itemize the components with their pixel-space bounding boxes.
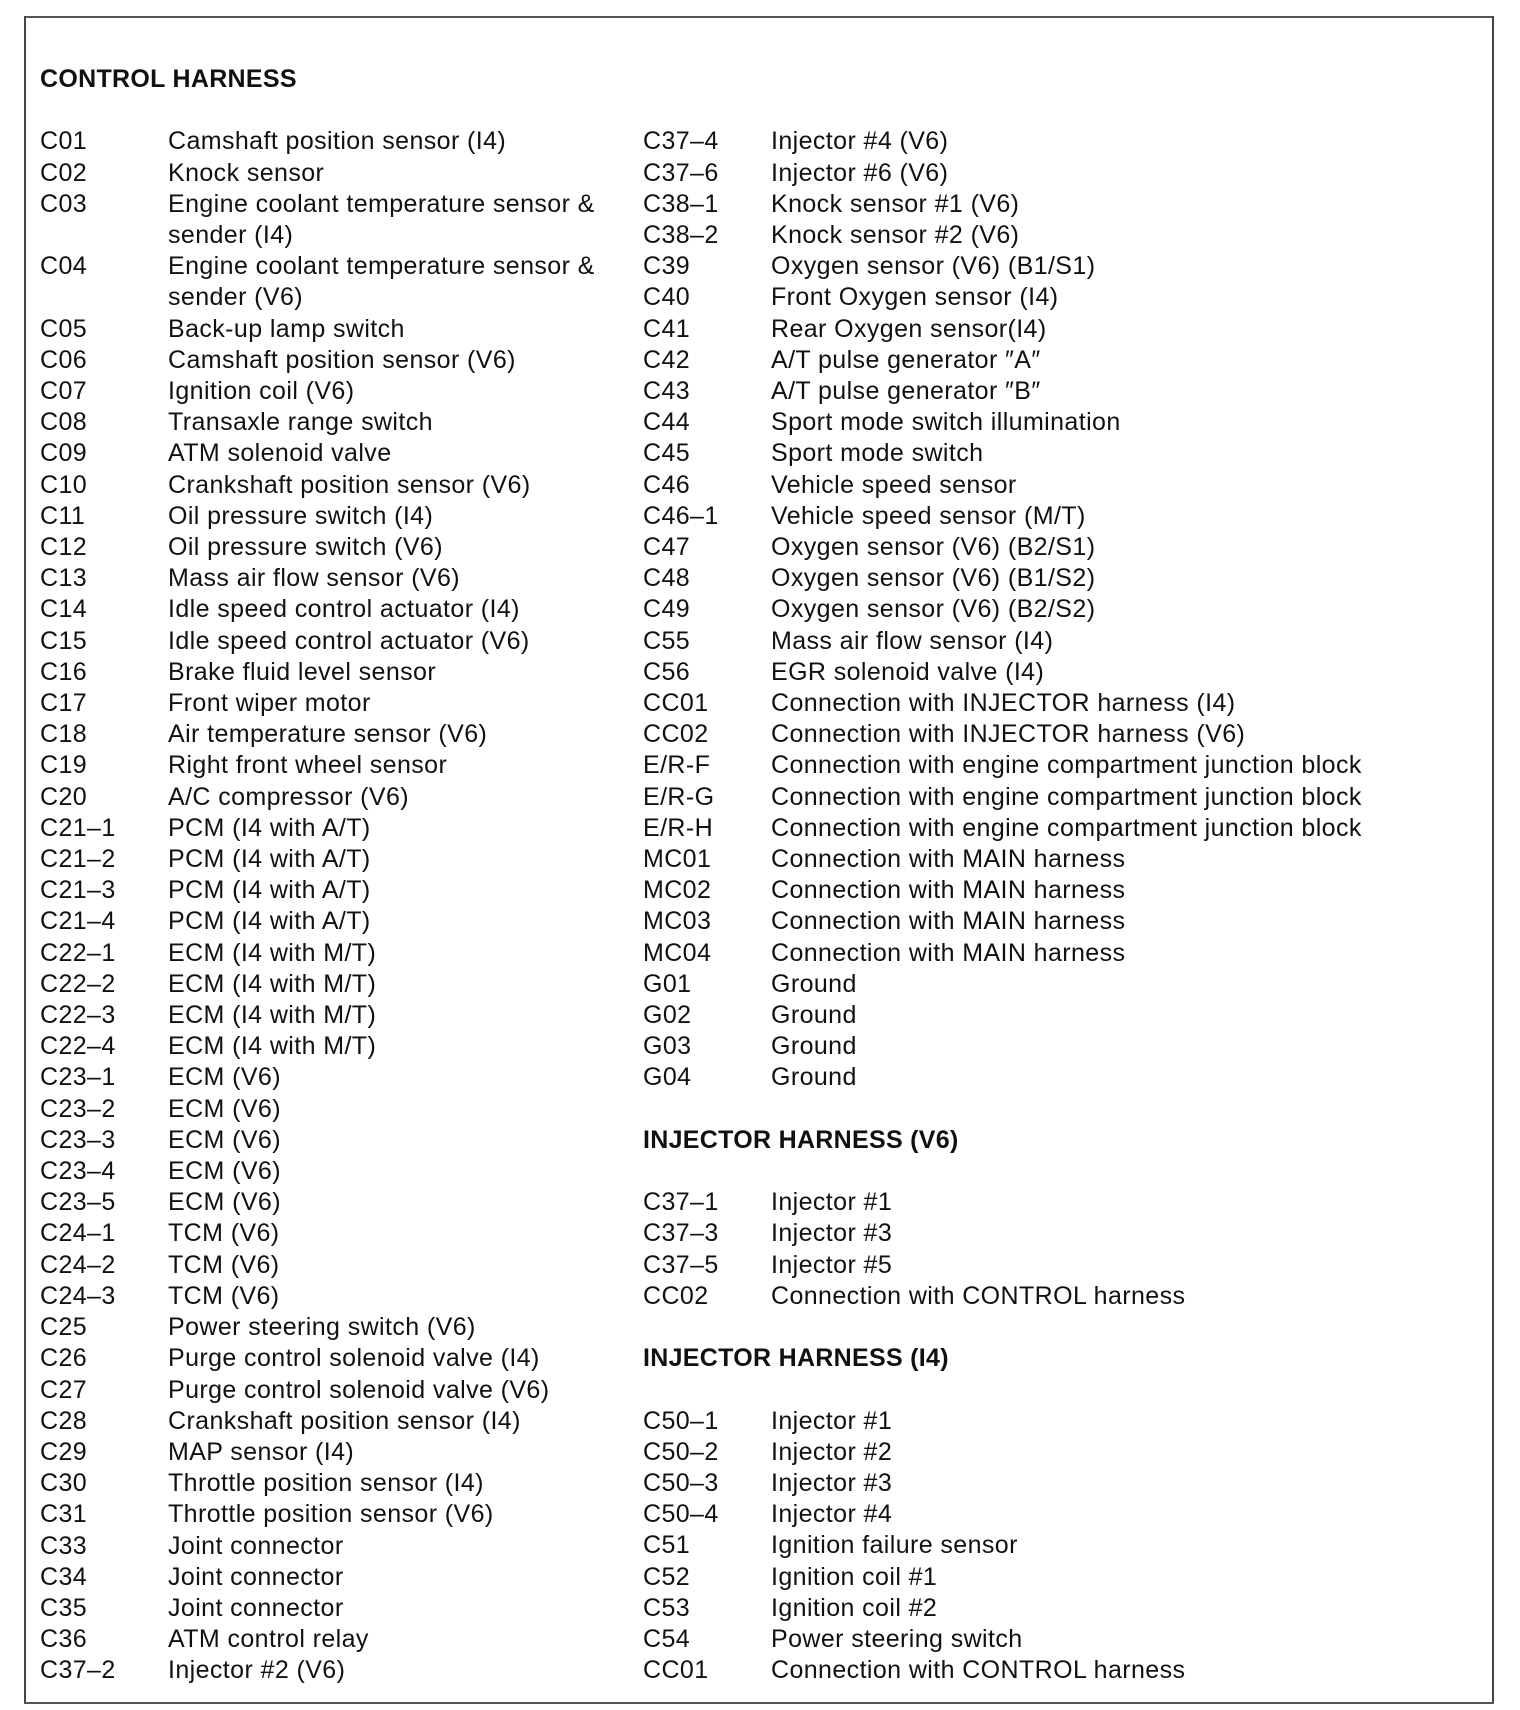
connector-row bbox=[40, 594, 630, 625]
connector-description: Camshaft position sensor (V6) bbox=[168, 345, 516, 374]
connector-row bbox=[643, 938, 1443, 969]
connector-code: C24–1 bbox=[40, 1219, 116, 1248]
connector-code: C26 bbox=[40, 1344, 88, 1373]
connector-description: Injector #4 bbox=[771, 1500, 893, 1529]
connector-code: C23–4 bbox=[40, 1157, 116, 1186]
connector-description: Connection with engine compartment junction block bbox=[771, 751, 1362, 780]
connector-code: C31 bbox=[40, 1500, 88, 1529]
connector-row bbox=[40, 657, 630, 688]
connector-description: ECM (V6) bbox=[168, 1188, 281, 1217]
connector-row bbox=[40, 750, 630, 781]
connector-row bbox=[40, 938, 630, 969]
connector-row bbox=[40, 1250, 630, 1281]
connector-description: TCM (V6) bbox=[168, 1219, 280, 1248]
connector-description: Oxygen sensor (V6) (B2/S1) bbox=[771, 533, 1096, 562]
connector-code: C43 bbox=[643, 377, 691, 405]
connector-description: Injector #5 bbox=[771, 1250, 893, 1279]
connector-description: Crankshaft position sensor (I4) bbox=[168, 1406, 521, 1435]
connector-description: EGR solenoid valve (I4) bbox=[771, 657, 1045, 686]
connector-code: C30 bbox=[40, 1469, 88, 1498]
connector-code: C37–2 bbox=[40, 1656, 116, 1685]
connector-row bbox=[40, 906, 630, 937]
connector-code: C33 bbox=[40, 1531, 88, 1560]
connector-code: C46 bbox=[643, 470, 691, 499]
connector-code: C38–1 bbox=[643, 189, 719, 218]
connector-description: Oxygen sensor (V6) (B1/S2) bbox=[771, 564, 1096, 593]
connector-row bbox=[40, 126, 630, 157]
connector-code: G03 bbox=[643, 1032, 692, 1061]
connector-code: C28 bbox=[40, 1406, 88, 1435]
bottom-rule bbox=[24, 1702, 1494, 1704]
connector-row bbox=[40, 1655, 630, 1686]
connector-row bbox=[40, 1499, 630, 1530]
connector-row bbox=[643, 126, 1443, 157]
connector-code: C44 bbox=[643, 408, 691, 437]
connector-row bbox=[40, 1624, 630, 1655]
connector-row bbox=[40, 719, 630, 750]
injector-harness-v6-list bbox=[643, 1187, 1443, 1312]
connector-row bbox=[40, 1281, 630, 1312]
right-top-spacer-2 bbox=[643, 95, 1443, 126]
connector-description: Throttle position sensor (I4) bbox=[168, 1469, 484, 1498]
connector-description: Connection with INJECTOR harness (I4) bbox=[771, 689, 1236, 718]
connector-row bbox=[643, 407, 1443, 438]
connector-description: PCM (I4 with A/T) bbox=[168, 845, 371, 874]
connector-description: TCM (V6) bbox=[168, 1250, 280, 1279]
connector-row bbox=[643, 719, 1443, 750]
connector-code: C22–2 bbox=[40, 969, 116, 998]
connector-description: Sport mode switch illumination bbox=[771, 408, 1121, 437]
connector-description: Oxygen sensor (V6) (B2/S2) bbox=[771, 595, 1096, 624]
connector-row bbox=[40, 345, 630, 376]
connector-row bbox=[643, 875, 1443, 906]
connector-row bbox=[40, 532, 630, 563]
connector-code: C09 bbox=[40, 439, 88, 468]
connector-code: C01 bbox=[40, 127, 88, 156]
connector-description: TCM (V6) bbox=[168, 1281, 280, 1310]
connector-code: C37–5 bbox=[643, 1250, 719, 1279]
connector-code: C04 bbox=[40, 252, 88, 281]
right-column bbox=[643, 64, 1443, 1686]
connector-code: C03 bbox=[40, 189, 88, 218]
connector-code: C25 bbox=[40, 1313, 88, 1342]
connector-row bbox=[643, 189, 1443, 220]
connector-row bbox=[40, 189, 630, 251]
control-harness-title: CONTROL HARNESS bbox=[40, 65, 297, 93]
connector-row bbox=[40, 1218, 630, 1249]
connector-code: CC01 bbox=[643, 689, 709, 718]
connector-row bbox=[40, 844, 630, 875]
connector-description: Ground bbox=[771, 1063, 857, 1092]
connector-description: A/T pulse generator ″B″ bbox=[771, 377, 1041, 405]
connector-code: C50–1 bbox=[643, 1406, 719, 1435]
connector-code: C16 bbox=[40, 657, 88, 686]
connector-code: C21–3 bbox=[40, 876, 116, 905]
connector-code: C18 bbox=[40, 720, 88, 749]
connector-row bbox=[643, 1468, 1443, 1499]
connector-row bbox=[643, 969, 1443, 1000]
connector-code: C37–1 bbox=[643, 1188, 719, 1217]
connector-description: Joint connector bbox=[168, 1593, 344, 1622]
connector-row bbox=[40, 813, 630, 844]
connector-code: C08 bbox=[40, 408, 88, 437]
connector-code: E/R-G bbox=[643, 782, 715, 811]
connector-row bbox=[643, 906, 1443, 937]
connector-code: C21–2 bbox=[40, 845, 116, 874]
connector-row bbox=[40, 1062, 630, 1093]
connector-description: Engine coolant temperature sensor & sender (I4) bbox=[168, 189, 595, 249]
connector-description: Sport mode switch bbox=[771, 439, 984, 468]
connector-row bbox=[40, 1593, 630, 1624]
title-spacer bbox=[643, 1156, 1443, 1187]
connector-row bbox=[40, 314, 630, 345]
connector-row bbox=[643, 501, 1443, 532]
connector-row bbox=[40, 1437, 630, 1468]
connector-row bbox=[40, 1375, 630, 1406]
control-harness-list-left bbox=[40, 126, 630, 1686]
connector-code: C20 bbox=[40, 782, 88, 811]
connector-row bbox=[40, 501, 630, 532]
connector-description: ECM (I4 with M/T) bbox=[168, 1032, 377, 1061]
connector-description: Power steering switch bbox=[771, 1625, 1023, 1654]
connector-row bbox=[643, 1562, 1443, 1593]
connector-row bbox=[40, 470, 630, 501]
connector-description: Air temperature sensor (V6) bbox=[168, 720, 488, 749]
connector-description: ATM solenoid valve bbox=[168, 439, 392, 468]
connector-row bbox=[643, 532, 1443, 563]
connector-row bbox=[643, 1218, 1443, 1249]
connector-row bbox=[643, 1437, 1443, 1468]
connector-description: Power steering switch (V6) bbox=[168, 1313, 476, 1342]
connector-description: Connection with INJECTOR harness (V6) bbox=[771, 720, 1246, 749]
connector-code: C52 bbox=[643, 1562, 691, 1591]
connector-description: Engine coolant temperature sensor & sender (V6) bbox=[168, 252, 595, 312]
connector-row bbox=[40, 563, 630, 594]
connector-description: Connection with MAIN harness bbox=[771, 907, 1126, 936]
connector-row bbox=[643, 1593, 1443, 1624]
connector-code: MC02 bbox=[643, 876, 712, 905]
control-harness-list-right bbox=[643, 126, 1443, 1093]
connector-code: C21–1 bbox=[40, 813, 116, 842]
connector-description: ECM (V6) bbox=[168, 1157, 281, 1186]
connector-row bbox=[643, 158, 1443, 189]
connector-description: PCM (I4 with A/T) bbox=[168, 813, 371, 842]
connector-description: Back-up lamp switch bbox=[168, 314, 405, 343]
connector-row bbox=[40, 1094, 630, 1125]
connector-description: ECM (V6) bbox=[168, 1125, 281, 1154]
connector-code: C14 bbox=[40, 595, 88, 624]
connector-description: Injector #1 bbox=[771, 1406, 893, 1435]
connector-row bbox=[40, 407, 630, 438]
title-spacer bbox=[40, 95, 630, 126]
connector-description: Mass air flow sensor (I4) bbox=[771, 626, 1054, 655]
connector-row bbox=[643, 1031, 1443, 1062]
title-spacer bbox=[643, 1374, 1443, 1405]
connector-code: C22–4 bbox=[40, 1032, 116, 1061]
connector-description: ECM (V6) bbox=[168, 1063, 281, 1092]
connector-row bbox=[643, 750, 1443, 781]
connector-description: Purge control solenoid valve (I4) bbox=[168, 1344, 540, 1373]
connector-code: C37–6 bbox=[643, 158, 719, 187]
connector-description: Knock sensor #2 (V6) bbox=[771, 220, 1020, 249]
connector-row bbox=[643, 1000, 1443, 1031]
connector-description: Injector #4 (V6) bbox=[771, 127, 949, 156]
connector-description: Front Oxygen sensor (I4) bbox=[771, 283, 1059, 312]
connector-description: ECM (I4 with M/T) bbox=[168, 969, 377, 998]
connector-row bbox=[40, 875, 630, 906]
connector-description: Connection with MAIN harness bbox=[771, 845, 1126, 874]
connector-code: CC01 bbox=[643, 1656, 709, 1685]
connector-description: Idle speed control actuator (I4) bbox=[168, 595, 520, 624]
connector-row bbox=[643, 1187, 1443, 1218]
right-top-spacer bbox=[643, 64, 1443, 95]
connector-description: Injector #3 bbox=[771, 1469, 893, 1498]
connector-code: C22–3 bbox=[40, 1001, 116, 1030]
connector-code: E/R-F bbox=[643, 751, 711, 780]
connector-row bbox=[40, 251, 630, 313]
connector-code: CC02 bbox=[643, 720, 709, 749]
connector-description: Knock sensor bbox=[168, 158, 325, 187]
connector-row bbox=[643, 657, 1443, 688]
connector-description: Transaxle range switch bbox=[168, 408, 433, 437]
connector-description: Connection with MAIN harness bbox=[771, 938, 1126, 967]
connector-description: Ground bbox=[771, 1001, 857, 1030]
connector-code: C39 bbox=[643, 252, 691, 281]
connector-description: Ignition coil #1 bbox=[771, 1562, 938, 1591]
connector-description: Mass air flow sensor (V6) bbox=[168, 564, 461, 593]
connector-code: MC03 bbox=[643, 907, 712, 936]
connector-code: CC02 bbox=[643, 1281, 709, 1310]
connector-code: C50–3 bbox=[643, 1469, 719, 1498]
connector-description: Joint connector bbox=[168, 1531, 344, 1560]
connector-code: C46–1 bbox=[643, 501, 719, 530]
connector-row bbox=[40, 1312, 630, 1343]
connector-code: C49 bbox=[643, 595, 691, 624]
connector-row bbox=[643, 314, 1443, 345]
connector-code: C50–2 bbox=[643, 1437, 719, 1466]
connector-description: Ignition failure sensor bbox=[771, 1531, 1018, 1560]
connector-row bbox=[643, 345, 1443, 376]
connector-description: Connection with CONTROL harness bbox=[771, 1656, 1186, 1685]
connector-description: PCM (I4 with A/T) bbox=[168, 907, 371, 936]
connector-description: Brake fluid level sensor bbox=[168, 657, 437, 686]
connector-row bbox=[40, 1531, 630, 1562]
connector-row bbox=[40, 1343, 630, 1374]
connector-description: Ground bbox=[771, 1032, 857, 1061]
connector-code: C24–3 bbox=[40, 1281, 116, 1310]
connector-row bbox=[643, 782, 1443, 813]
connector-row bbox=[40, 969, 630, 1000]
connector-row bbox=[643, 844, 1443, 875]
connector-description: A/T pulse generator ″A″ bbox=[771, 345, 1041, 374]
connector-row bbox=[643, 688, 1443, 719]
connector-row bbox=[643, 813, 1443, 844]
connector-description: Ignition coil (V6) bbox=[168, 377, 355, 405]
connector-description: Idle speed control actuator (V6) bbox=[168, 626, 530, 655]
connector-code: C10 bbox=[40, 470, 88, 499]
connector-row bbox=[40, 1187, 630, 1218]
connector-code: C11 bbox=[40, 501, 86, 530]
connector-row bbox=[643, 594, 1443, 625]
connector-code: C54 bbox=[643, 1625, 691, 1654]
connector-row bbox=[40, 158, 630, 189]
connector-description: Oil pressure switch (V6) bbox=[168, 533, 443, 562]
connector-description: Throttle position sensor (V6) bbox=[168, 1500, 494, 1529]
connector-code: C23–5 bbox=[40, 1188, 116, 1217]
connector-row bbox=[40, 626, 630, 657]
connector-code: G01 bbox=[643, 969, 692, 998]
connector-row bbox=[40, 1031, 630, 1062]
connector-code: C41 bbox=[643, 314, 691, 343]
connector-code: E/R-H bbox=[643, 813, 714, 842]
connector-code: C27 bbox=[40, 1375, 88, 1404]
connector-code: C48 bbox=[643, 564, 691, 593]
connector-description: Purge control solenoid valve (V6) bbox=[168, 1375, 550, 1404]
connector-description: Injector #2 bbox=[771, 1437, 893, 1466]
connector-description: Front wiper motor bbox=[168, 689, 371, 718]
connector-code: C23–2 bbox=[40, 1094, 116, 1123]
connector-description: Joint connector bbox=[168, 1562, 344, 1591]
connector-code: C21–4 bbox=[40, 907, 116, 936]
injector-harness-i4-title: INJECTOR HARNESS (I4) bbox=[643, 1344, 949, 1373]
section-spacer bbox=[643, 1312, 1443, 1343]
connector-code: C06 bbox=[40, 345, 88, 374]
connector-description: Injector #3 bbox=[771, 1219, 893, 1248]
section-spacer bbox=[643, 1094, 1443, 1125]
connector-description: Ignition coil #2 bbox=[771, 1593, 938, 1622]
connector-code: C29 bbox=[40, 1437, 88, 1466]
connector-code: C07 bbox=[40, 377, 88, 405]
connector-row bbox=[40, 1406, 630, 1437]
connector-row bbox=[40, 1000, 630, 1031]
connector-row bbox=[643, 1530, 1443, 1561]
connector-row bbox=[643, 282, 1443, 313]
connector-code: C42 bbox=[643, 345, 691, 374]
connector-row bbox=[643, 1499, 1443, 1530]
connector-code: C23–1 bbox=[40, 1063, 116, 1092]
connector-code: C37–4 bbox=[643, 127, 719, 156]
connector-description: Connection with CONTROL harness bbox=[771, 1281, 1186, 1310]
connector-code: C53 bbox=[643, 1593, 691, 1622]
connector-description: ECM (V6) bbox=[168, 1094, 281, 1123]
connector-description: Vehicle speed sensor (M/T) bbox=[771, 501, 1086, 530]
injector-harness-v6-title: INJECTOR HARNESS (V6) bbox=[643, 1125, 959, 1154]
connector-description: Injector #2 (V6) bbox=[168, 1656, 346, 1685]
connector-code: G02 bbox=[643, 1001, 692, 1030]
connector-code: MC01 bbox=[643, 845, 712, 874]
connector-description: ATM control relay bbox=[168, 1625, 369, 1654]
connector-row bbox=[643, 1655, 1443, 1686]
connector-row bbox=[643, 251, 1443, 282]
connector-row bbox=[643, 626, 1443, 657]
connector-description: ECM (I4 with M/T) bbox=[168, 1001, 377, 1030]
connector-description: Knock sensor #1 (V6) bbox=[771, 189, 1020, 218]
connector-description: A/C compressor (V6) bbox=[168, 782, 409, 811]
connector-description: Vehicle speed sensor bbox=[771, 470, 1017, 499]
connector-row bbox=[643, 1406, 1443, 1437]
connector-code: C17 bbox=[40, 689, 88, 718]
connector-description: Connection with engine compartment junction block bbox=[771, 813, 1362, 842]
connector-code: C56 bbox=[643, 657, 691, 686]
connector-code: C50–4 bbox=[643, 1500, 719, 1529]
left-column bbox=[40, 64, 630, 1687]
connector-code: MC04 bbox=[643, 938, 712, 967]
connector-description: PCM (I4 with A/T) bbox=[168, 876, 371, 905]
connector-code: C40 bbox=[643, 283, 691, 312]
connector-row bbox=[643, 563, 1443, 594]
connector-code: G04 bbox=[643, 1063, 692, 1092]
connector-description: ECM (I4 with M/T) bbox=[168, 938, 377, 967]
connector-code: C15 bbox=[40, 626, 88, 655]
connector-row bbox=[643, 220, 1443, 251]
connector-code: C19 bbox=[40, 751, 88, 780]
connector-description: Crankshaft position sensor (V6) bbox=[168, 470, 531, 499]
connector-code: C51 bbox=[643, 1531, 691, 1560]
connector-description: MAP sensor (I4) bbox=[168, 1437, 355, 1466]
connector-code: C23–3 bbox=[40, 1125, 116, 1154]
connector-row bbox=[40, 438, 630, 469]
connector-description: Injector #1 bbox=[771, 1188, 893, 1217]
connector-row bbox=[643, 376, 1443, 407]
connector-code: C22–1 bbox=[40, 938, 116, 967]
connector-code: C37–3 bbox=[643, 1219, 719, 1248]
connector-code: C05 bbox=[40, 314, 88, 343]
connector-description: Rear Oxygen sensor(I4) bbox=[771, 314, 1047, 343]
connector-row bbox=[643, 470, 1443, 501]
injector-harness-i4-list bbox=[643, 1406, 1443, 1687]
connector-description: Ground bbox=[771, 969, 857, 998]
connector-code: C34 bbox=[40, 1562, 88, 1591]
connector-code: C12 bbox=[40, 533, 88, 562]
connector-description: Right front wheel sensor bbox=[168, 751, 448, 780]
connector-code: C35 bbox=[40, 1593, 88, 1622]
connector-row bbox=[643, 1281, 1443, 1312]
connector-row bbox=[643, 1624, 1443, 1655]
connector-code: C38–2 bbox=[643, 220, 719, 249]
connector-description: Oil pressure switch (I4) bbox=[168, 501, 434, 530]
connector-code: C36 bbox=[40, 1625, 88, 1654]
connector-row bbox=[643, 438, 1443, 469]
connector-row bbox=[40, 688, 630, 719]
connector-row bbox=[40, 782, 630, 813]
connector-code: C45 bbox=[643, 439, 691, 468]
connector-row bbox=[643, 1250, 1443, 1281]
connector-code: C47 bbox=[643, 533, 691, 562]
connector-row bbox=[40, 376, 630, 407]
connector-description: Connection with MAIN harness bbox=[771, 876, 1126, 905]
connector-code: C02 bbox=[40, 158, 88, 187]
connector-description: Injector #6 (V6) bbox=[771, 158, 949, 187]
connector-row bbox=[40, 1156, 630, 1187]
connector-code: C13 bbox=[40, 564, 88, 593]
connector-code: C24–2 bbox=[40, 1250, 116, 1279]
connector-row bbox=[40, 1125, 630, 1156]
connector-row bbox=[40, 1562, 630, 1593]
connector-code: C55 bbox=[643, 626, 691, 655]
connector-row bbox=[40, 1468, 630, 1499]
connector-description: Oxygen sensor (V6) (B1/S1) bbox=[771, 252, 1096, 281]
connector-row bbox=[643, 1062, 1443, 1093]
connector-description: Camshaft position sensor (I4) bbox=[168, 127, 507, 156]
connector-description: Connection with engine compartment junction block bbox=[771, 782, 1362, 811]
